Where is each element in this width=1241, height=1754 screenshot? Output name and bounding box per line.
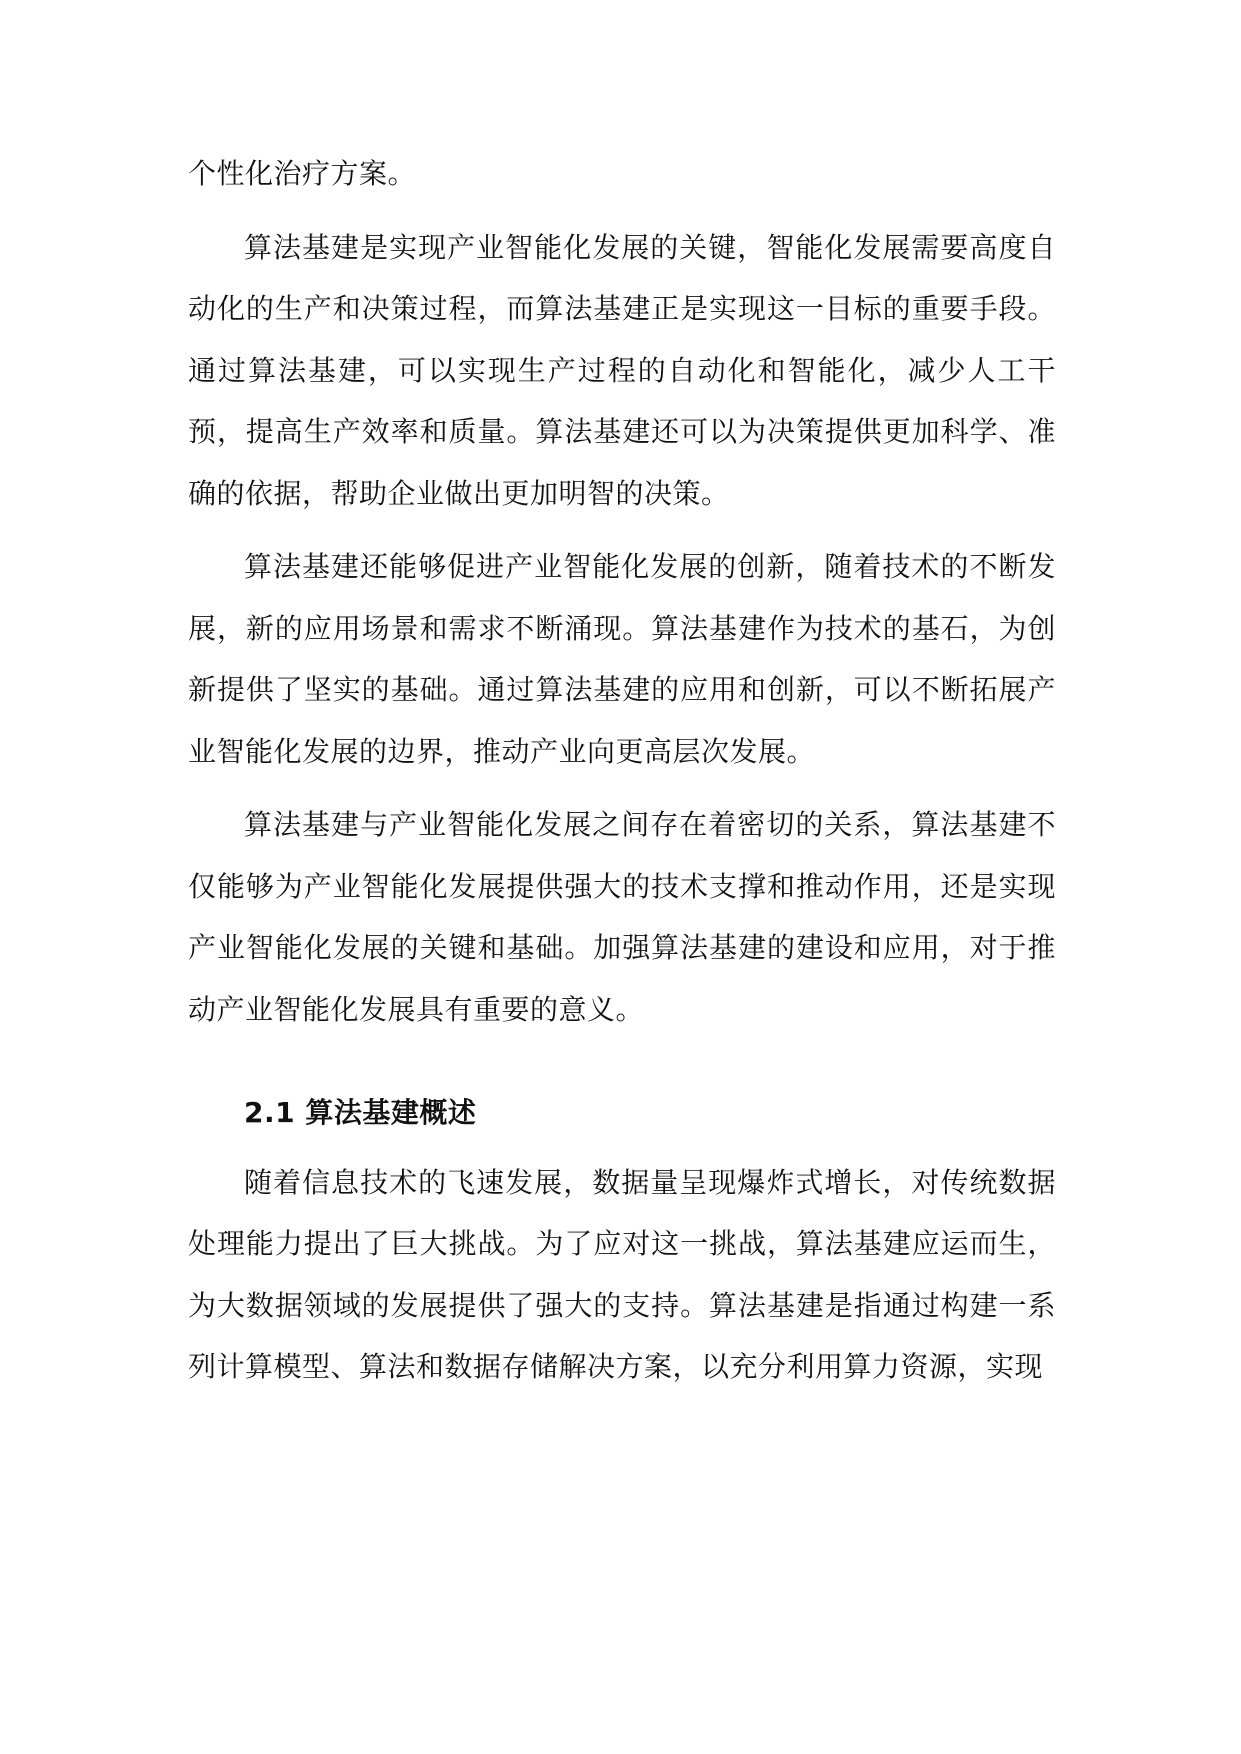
paragraph-overview: 随着信息技术的飞速发展，数据量呈现爆炸式增长，对传统数据处理能力提出了巨大挑战。为了应对这一挑战，算法基建应运而生，为大数据领域的发展提供了强大的支持。算法基建是指通过构建一系列计算模型、算法和数据存储解决方案，以充分利用算力资源，实现 bbox=[188, 1165, 1056, 1383]
paragraph-algorithm-relationship: 算法基建与产业智能化发展之间存在着密切的关系，算法基建不仅能够为产业智能化发展提供强大的技术支撑和推动作用，还是实现产业智能化发展的关键和基础。加强算法基建的建设和应用，对于推动产业智能化发展具有重要的意义。 bbox=[188, 808, 1056, 1026]
document-body bbox=[188, 143, 1056, 1398]
section-heading: 2.1 算法基建概述 bbox=[244, 1096, 477, 1129]
paragraph-algorithm-innovation: 算法基建还能够促进产业智能化发展的创新，随着技术的不断发展，新的应用场景和需求不断涌现。算法基建作为技术的基石，为创新提供了坚实的基础。通过算法基建的应用和创新，可以不断拓展产业智能化发展的边界，推动产业向更高层次发展。 bbox=[188, 550, 1056, 768]
paragraph-algorithm-key: 算法基建是实现产业智能化发展的关键，智能化发展需要高度自动化的生产和决策过程，而算法基建正是实现这一目标的重要手段。通过算法基建，可以实现生产过程的自动化和智能化，减少人工干预，提高生产效率和质量。算法基建还可以为决策提供更加科学、准确的依据，帮助企业做出更加明智的决策。 bbox=[188, 230, 1056, 510]
paragraph-continuation: 个性化治疗方案。 bbox=[188, 157, 417, 190]
